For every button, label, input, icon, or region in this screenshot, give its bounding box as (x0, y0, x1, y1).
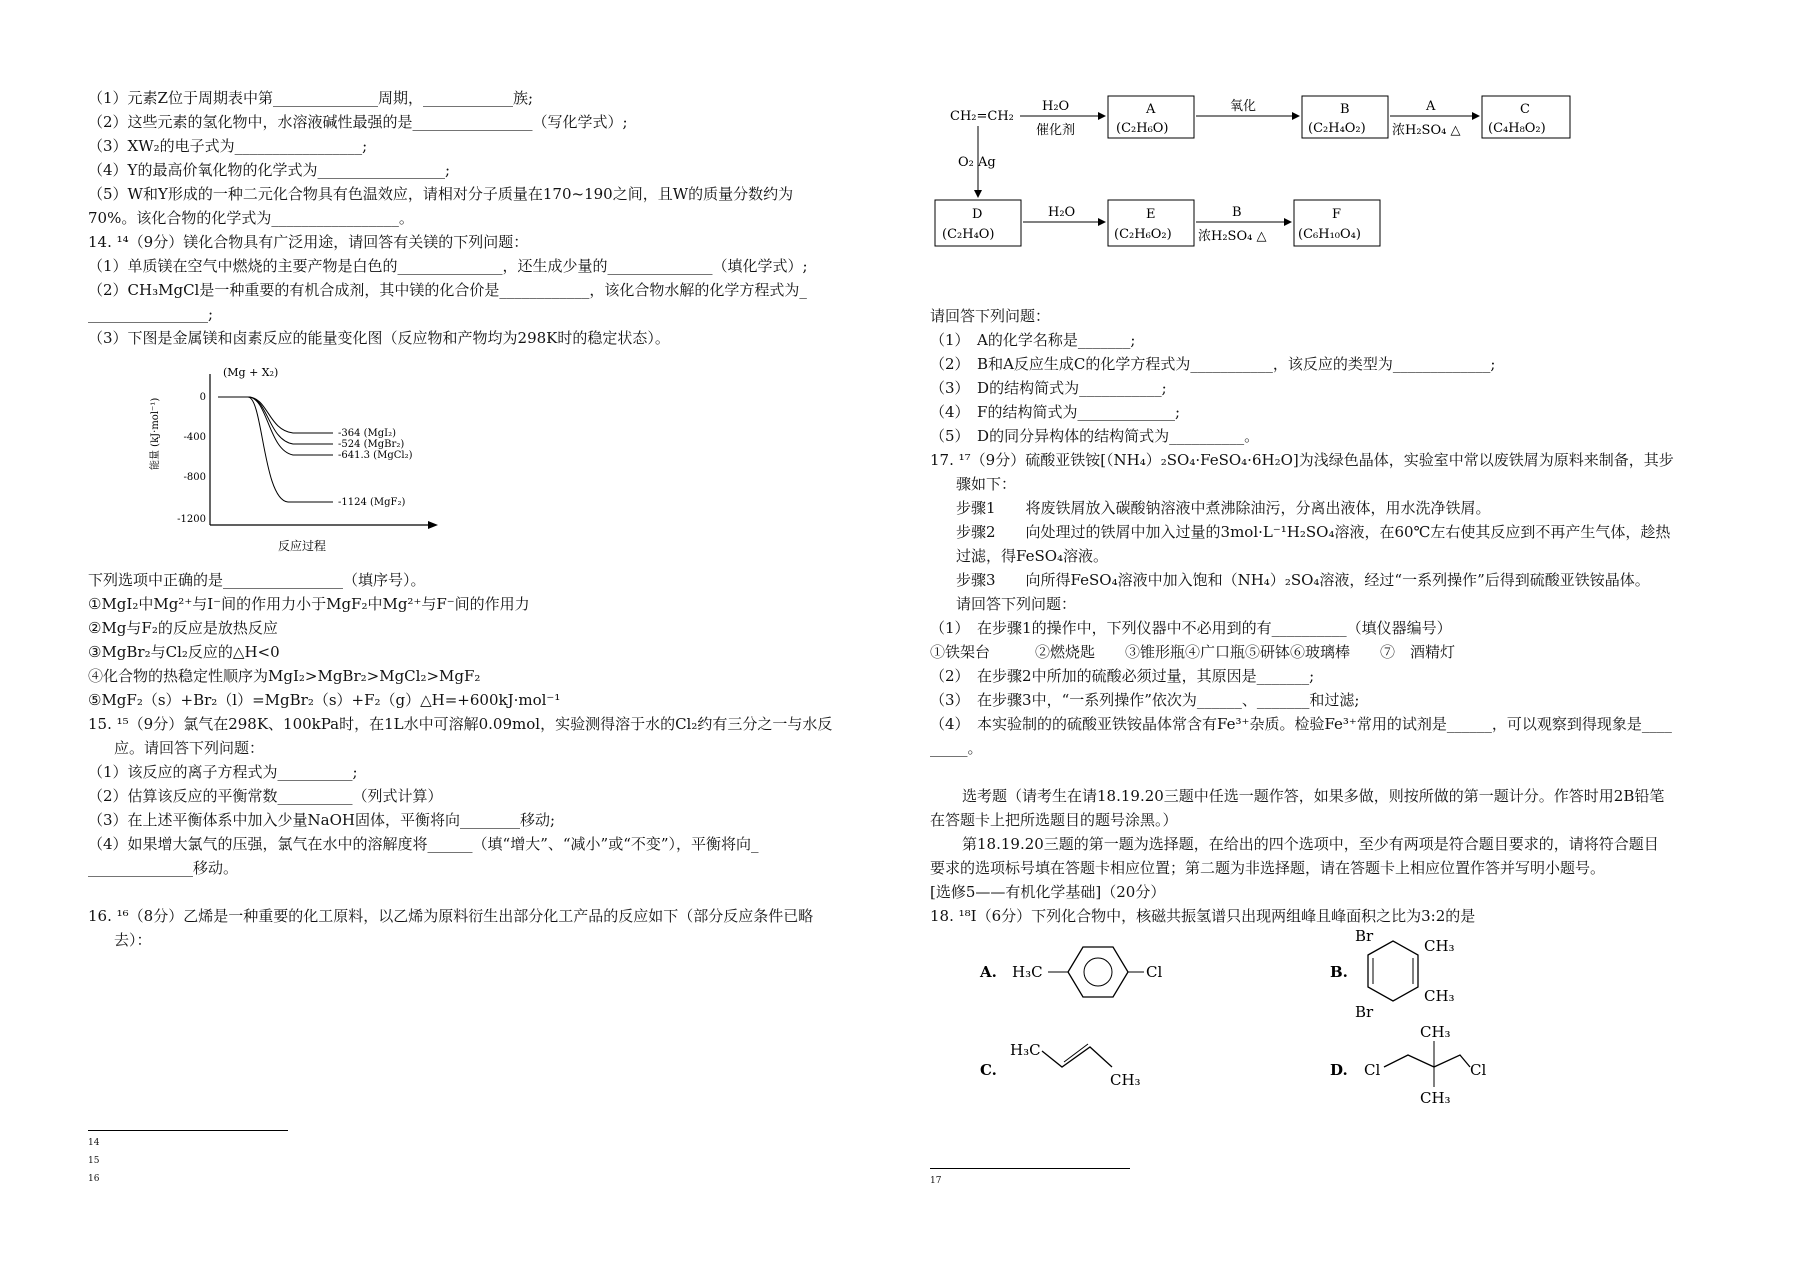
q17-title: 17. ¹⁷（9分）硫酸亚铁铵[（NH₄）₂SO₄·FeSO₄·6H₂O]为浅绿色晶体，实验室中常以废铁屑为原料来制备，其步 (930, 451, 1674, 469)
option-b-br1: Br (1355, 927, 1374, 945)
curve-mgf2 (218, 397, 333, 502)
label-mgi2: -364 (MgI₂) (338, 428, 397, 439)
energy-ticks (177, 392, 206, 525)
q17-title-2: 骤如下： (956, 475, 1017, 493)
q17-line-3: （3） 在步骤3中，“一系列操作”依次为______、_______和过滤; (930, 691, 1360, 709)
elective-p1b: 在答题卡上把所选题目的题号涂黑。） (930, 811, 1178, 829)
option-d-left: Cl (1364, 1061, 1381, 1079)
q16-title: 16. ¹⁶（8分）乙烯是一种重要的化工原料，以乙烯为原料衍生出部分化工产品的反应如下（部分反应条件已略 (88, 907, 814, 925)
scheme-r5-bottom: 浓H₂SO₄ △ (1198, 229, 1267, 244)
q14-option-2: ②Mg与F₂的反应是放热反应 (88, 619, 278, 637)
curve-mgcl2 (218, 397, 333, 455)
q17-line-2: （2） 在步骤2中所加的硫酸必须过量，其原因是_______; (930, 667, 1315, 685)
option-d-right: Cl (1470, 1061, 1487, 1079)
q17-line-4b: _____。 (930, 739, 983, 757)
q17-step-2: 步骤2 向处理过的铁屑中加入过量的3mol·L⁻¹H₂SO₄溶液，在60℃左右使其反应到不再产生气体，趁热 (956, 523, 1671, 541)
option-c-label: C. (980, 1061, 997, 1079)
option-b-ring (1368, 941, 1418, 1001)
q15-line-1: （1）该反应的离子方程式为__________; (88, 763, 358, 781)
option-b-me1: CH₃ (1424, 937, 1455, 955)
q13-line-1: （1）元素Z位于周期表中第______________周期，____________族; (88, 89, 534, 107)
q14-line-1: （1）单质镁在空气中燃烧的主要产物是白色的______________，还生成少量的______________（填化学式）; (88, 257, 808, 275)
q16-line-5: （5） D的同分异构体的结构简式为__________。 (930, 427, 1260, 445)
option-c-chain (1042, 1047, 1112, 1067)
box-f-formula: (C₆H₁₀O₄) (1298, 227, 1361, 242)
q14-option-1: ①MgI₂中Mg²⁺与I⁻间的作用力小于MgF₂中Mg²⁺与F⁻间的作用力 (88, 595, 530, 613)
footnote-15: 15 (88, 1156, 100, 1166)
scheme-r2-top: 氧化 (1230, 99, 1257, 114)
q15-line-4: （4）如果增大氯气的压强，氯气在水中的溶解度将______（填“增大”、“减小”或“不变”），平衡将向_ (88, 835, 759, 853)
q17-line-1: （1） 在步骤1的操作中，下列仪器中不必用到的有__________（填仪器编号） (930, 619, 1452, 637)
box-e-formula: (C₂H₆O₂) (1114, 227, 1172, 242)
box-f-name: F (1332, 207, 1342, 222)
q14-line-3: ________________; (88, 305, 214, 323)
q13-line-3: （3）XW₂的电子式为_________________; (88, 137, 368, 155)
q16-line-4: （4） F的结构简式为_____________; (930, 403, 1181, 421)
box-b-name: B (1340, 102, 1350, 117)
q16-intro: 请回答下列问题： (930, 307, 1051, 325)
footnote-16: 16 (88, 1174, 100, 1184)
q15-line-5: ______________移动。 (88, 859, 239, 877)
reaction-scheme (930, 88, 1580, 258)
box-a-formula: (C₂H₆O) (1116, 121, 1169, 136)
scheme-r4-top: H₂O (1048, 205, 1076, 220)
q17-step-2b: 过滤，得FeSO₄溶液。 (956, 547, 1109, 565)
scheme-r3-bottom: 浓H₂SO₄ △ (1392, 123, 1461, 138)
elective-p2: 第18.19.20三题的第一题为选择题，在给出的四个选项中，至少有两项是符合题目要求的，请将符合题目 (962, 835, 1659, 853)
option-a-left: H₃C (1012, 963, 1043, 981)
footnote-17: 17 (930, 1176, 942, 1186)
q14-line-4: （3）下图是金属镁和卤素反应的能量变化图（反应物和产物均为298K时的稳定状态）。 (88, 329, 670, 347)
option-b-me2: CH₃ (1424, 987, 1455, 1005)
tick-800: -800 (183, 472, 206, 483)
option-d-top: CH₃ (1420, 1023, 1451, 1041)
q15-title-2: 应。请回答下列问题： (114, 739, 265, 757)
energy-curve-labels (338, 428, 413, 508)
scheme-start: CH₂=CH₂ (950, 109, 1014, 124)
label-mgcl2: -641.3 (MgCl₂) (338, 450, 413, 461)
curve-mgi2 (218, 397, 333, 433)
q15-title: 15. ¹⁵（9分）氯气在298K、100kPa时，在1L水中可溶解0.09mol，实验测得溶于水的Cl₂约有三分之一与水反 (88, 715, 833, 733)
label-mgf2: -1124 (MgF₂) (338, 497, 406, 508)
energy-top-label: (Mg + X₂) (223, 366, 279, 379)
q13-line-4: （4）Y的最高价氧化物的化学式为_________________; (88, 161, 451, 179)
box-c-formula: (C₄H₈O₂) (1488, 121, 1546, 136)
x-axis-arrow (428, 521, 438, 529)
q17-line-1b: ①铁架台 ②燃烧匙 ③锥形瓶④广口瓶⑤研钵⑥玻璃棒 ⑦ 酒精灯 (930, 643, 1456, 661)
label-mgbr2: -524 (MgBr₂) (338, 439, 405, 450)
energy-diagram (118, 360, 498, 565)
elective-p1: 选考题（请考生在请18.19.20三题中任选一题作答，如果多做，则按所做的第一题计分。作答时用2B铅笔 (962, 787, 1665, 805)
elective-p3: [选修5——有机化学基础]（20分） (930, 883, 1166, 901)
q14-option-4: ④化合物的热稳定性顺序为MgI₂>MgBr₂>MgCl₂>MgF₂ (88, 667, 481, 685)
box-d-formula: (C₂H₄O) (942, 227, 995, 242)
scheme-r1-bottom: 催化剂 (1036, 123, 1076, 138)
box-a-name: A (1146, 102, 1156, 117)
energy-curves (218, 397, 333, 502)
q13-line-2: （2）这些元素的氢化物中，水溶液碱性最强的是________________（写化学式）; (88, 113, 628, 131)
box-d-name: D (972, 207, 983, 222)
option-c-left: H₃C (1010, 1041, 1041, 1059)
q18-title: 18. ¹⁸Ⅰ（6分）下列化合物中，核磁共振氢谱只出现两组峰且峰面积之比为3:2的是 (930, 907, 1476, 925)
footnote-14: 14 (88, 1138, 100, 1148)
option-a-label: A. (980, 963, 997, 981)
q15-line-3: （3）在上述平衡体系中加入少量NaOH固体，平衡将向________移动; (88, 811, 556, 829)
q16-line-2: （2） B和A反应生成C的化学方程式为___________，该反应的类型为_____________; (930, 355, 1496, 373)
tick-1200: -1200 (177, 514, 206, 525)
elective-p2b: 要求的选项标号填在答题卡相应位置；第二题为非选择题，请在答题卡上相应位置作答并写明小题号。 (930, 859, 1606, 877)
scheme-r1-top: H₂O (1042, 99, 1070, 114)
scheme-r5-top: B (1232, 205, 1242, 220)
footnote-rule-right (930, 1168, 1130, 1169)
option-b-br2: Br (1355, 1003, 1374, 1021)
q13-line-5: （5）W和Y形成的一种二元化合物具有色温效应，请相对分子质量在170~190之间，且W的质量分数约为 (88, 185, 794, 203)
q16-line-3: （3） D的结构简式为___________; (930, 379, 1167, 397)
q13-line-6: 70%。该化合物的化学式为_________________。 (88, 209, 414, 227)
option-d-bottom: CH₃ (1420, 1089, 1451, 1107)
option-a-ring (1068, 947, 1128, 997)
scheme-down-label: O₂ Ag (958, 155, 996, 170)
option-c-right: CH₃ (1110, 1071, 1141, 1089)
q14-after: 下列选项中正确的是________________（填序号）。 (88, 571, 426, 589)
curve-mgbr2 (218, 397, 333, 444)
q14-option-5: ⑤MgF₂（s）+Br₂（l）=MgBr₂（s）+F₂（g）△H=+600kJ·mol⁻¹ (88, 691, 561, 709)
option-b-label: B. (1330, 963, 1348, 981)
q16-title-2: 去）： (114, 931, 152, 949)
option-a-right: Cl (1146, 963, 1163, 981)
option-d-label: D. (1330, 1061, 1348, 1079)
q14-title: 14. ¹⁴（9分）镁化合物具有广泛用途，请回答有关镁的下列问题： (88, 233, 529, 251)
q17-step-1: 步骤1 将废铁屑放入碳酸钠溶液中煮沸除油污，分离出液体，用水洗净铁屑。 (956, 499, 1491, 517)
tick-400: -400 (183, 432, 206, 443)
structure-options (930, 925, 1750, 1110)
q16-line-1: （1） A的化学名称是_______; (930, 331, 1136, 349)
q14-line-2: （2）CH₃MgCl是一种重要的有机合成剂，其中镁的化合价是____________，该化合物水解的化学方程式为_ (88, 281, 807, 299)
scheme-r3-top: A (1426, 99, 1436, 114)
q15-line-2: （2）估算该反应的平衡常数__________（列式计算） (88, 787, 443, 805)
tick-0: 0 (199, 392, 206, 403)
q17-step-3: 步骤3 向所得FeSO₄溶液中加入饱和（NH₄）₂SO₄溶液，经过“一系列操作”后得到硫酸亚铁铵晶体。 (956, 571, 1650, 589)
box-e-name: E (1146, 207, 1156, 222)
q17-ask: 请回答下列问题： (956, 595, 1077, 613)
footnote-rule-left (88, 1130, 288, 1131)
energy-xlabel: 反应过程 (278, 539, 327, 553)
box-b-formula: (C₂H₄O₂) (1308, 121, 1366, 136)
box-c-name: C (1520, 102, 1530, 117)
q17-line-4: （4） 本实验制的的硫酸亚铁铵晶体常含有Fe³⁺杂质。检验Fe³⁺常用的试剂是______，可以观察到得现象是____ (930, 715, 1672, 733)
q14-option-3: ③MgBr₂与Cl₂反应的△H<0 (88, 643, 280, 661)
energy-ylabel: 能量 (kJ·mol⁻¹) (150, 397, 161, 470)
